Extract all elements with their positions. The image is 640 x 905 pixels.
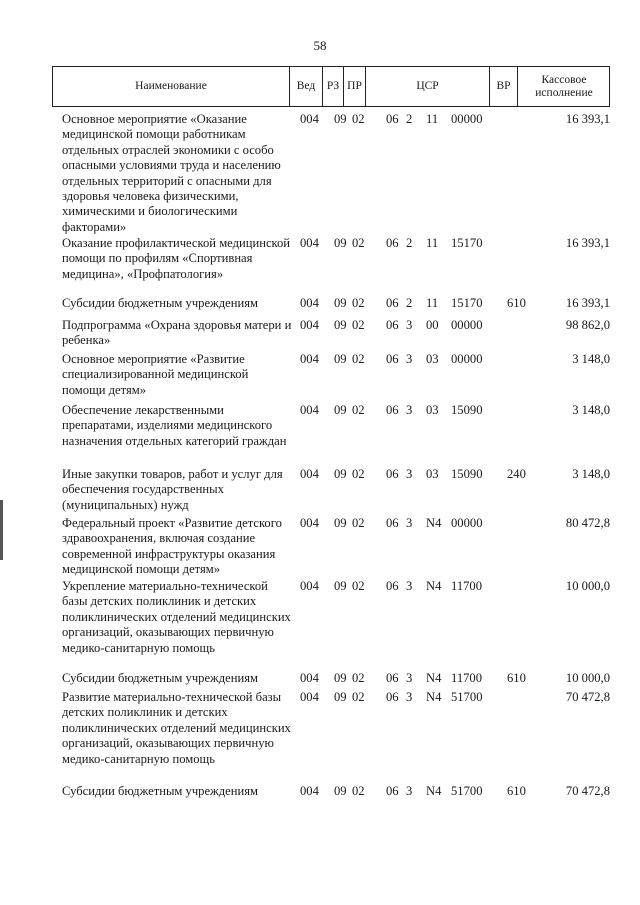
row-c4: 15090 bbox=[451, 467, 483, 481]
row-c3: 11 bbox=[426, 236, 439, 250]
row-c4: 15170 bbox=[451, 296, 483, 310]
row-c4: 11700 bbox=[451, 671, 483, 685]
row-c1: 06 bbox=[386, 579, 399, 593]
row-rz: 09 bbox=[334, 112, 347, 126]
row-c3: N4 bbox=[426, 516, 442, 530]
row-rz: 09 bbox=[334, 296, 347, 310]
row-pr: 02 bbox=[352, 236, 365, 250]
row-ved: 004 bbox=[300, 784, 319, 798]
row-amount: 16 393,1 bbox=[565, 296, 610, 310]
row-name: Основное мероприятие «Развитие специализированной медицинской помощи детям» bbox=[62, 352, 249, 397]
margin-mark bbox=[0, 500, 3, 560]
row-c2: 3 bbox=[406, 671, 413, 685]
row-pr: 02 bbox=[352, 516, 365, 530]
row-name: Оказание профилактической медицинской помощи по профилям «Спортивная медицина», «Профпатология» bbox=[62, 236, 291, 281]
row-pr: 02 bbox=[352, 112, 365, 126]
row-c2: 3 bbox=[406, 690, 413, 704]
row-amount: 70 472,8 bbox=[565, 690, 610, 704]
row-ved: 004 bbox=[300, 296, 319, 310]
row-name: Основное мероприятие «Оказание медицинской помощи работникам отдельных отраслей экономики с особо опасными условиями труда и населению отдельных территорий с опасными для здоровья человека физическими, химическими и биологическими факторами» bbox=[62, 112, 281, 234]
row-pr: 02 bbox=[352, 671, 365, 685]
row-name: Укрепление материально-технической базы детских поликлиник и детских поликлинических отделений медицинских организаций, оказывающих первичную медико-санитарную помощь bbox=[62, 579, 291, 655]
row-c2: 3 bbox=[406, 352, 413, 366]
row-c1: 06 bbox=[386, 516, 399, 530]
row-c1: 06 bbox=[386, 671, 399, 685]
row-name: Обеспечение лекарственными препаратами, изделиями медицинского назначения отдельных категорий граждан bbox=[62, 403, 287, 448]
row-ved: 004 bbox=[300, 352, 319, 366]
row-ved: 004 bbox=[300, 236, 319, 250]
row-c2: 3 bbox=[406, 516, 413, 530]
row-pr: 02 bbox=[352, 690, 365, 704]
row-c2: 3 bbox=[406, 784, 413, 798]
row-name: Развитие материально-технической базы детских поликлиник и детских поликлинических отделений медицинских организаций, оказывающих первичную медико-санитарную помощь bbox=[62, 690, 291, 766]
row-c1: 06 bbox=[386, 784, 399, 798]
row-rz: 09 bbox=[334, 403, 347, 417]
header-vr: ВР bbox=[489, 67, 517, 106]
row-c3: 03 bbox=[426, 467, 439, 481]
header-pr: ПР bbox=[343, 67, 365, 106]
row-c3: 03 bbox=[426, 403, 439, 417]
row-c2: 3 bbox=[406, 403, 413, 417]
row-rz: 09 bbox=[334, 516, 347, 530]
row-c2: 3 bbox=[406, 318, 413, 332]
row-pr: 02 bbox=[352, 403, 365, 417]
row-c4: 00000 bbox=[451, 352, 483, 366]
row-c1: 06 bbox=[386, 318, 399, 332]
row-c1: 06 bbox=[386, 352, 399, 366]
row-c3: 03 bbox=[426, 352, 439, 366]
row-c3: N4 bbox=[426, 690, 442, 704]
header-csr: ЦСР bbox=[365, 67, 489, 106]
row-pr: 02 bbox=[352, 579, 365, 593]
row-c4: 11700 bbox=[451, 579, 483, 593]
row-c3: N4 bbox=[426, 671, 442, 685]
header-name: Наименование bbox=[135, 80, 207, 92]
row-rz: 09 bbox=[334, 236, 347, 250]
header-rz: РЗ bbox=[322, 67, 343, 106]
row-c4: 00000 bbox=[451, 112, 483, 126]
row-c4: 15170 bbox=[451, 236, 483, 250]
row-vr: 610 bbox=[507, 296, 526, 310]
row-rz: 09 bbox=[334, 784, 347, 798]
row-ved: 004 bbox=[300, 671, 319, 685]
row-rz: 09 bbox=[334, 467, 347, 481]
row-c2: 2 bbox=[406, 236, 413, 250]
row-c4: 00000 bbox=[451, 516, 483, 530]
row-amount: 3 148,0 bbox=[572, 403, 610, 417]
row-rz: 09 bbox=[334, 318, 347, 332]
row-c2: 2 bbox=[406, 296, 413, 310]
row-c4: 51700 bbox=[451, 690, 483, 704]
row-c4: 15090 bbox=[451, 403, 483, 417]
row-c3: N4 bbox=[426, 579, 442, 593]
row-name: Субсидии бюджетным учреждениям bbox=[62, 784, 258, 798]
row-pr: 02 bbox=[352, 467, 365, 481]
row-c4: 00000 bbox=[451, 318, 483, 332]
row-c4: 51700 bbox=[451, 784, 483, 798]
row-c2: 2 bbox=[406, 112, 413, 126]
row-c3: 11 bbox=[426, 112, 439, 126]
row-c2: 3 bbox=[406, 579, 413, 593]
page-number: 58 bbox=[313, 38, 327, 53]
row-amount: 3 148,0 bbox=[572, 467, 610, 481]
row-ved: 004 bbox=[300, 112, 319, 126]
row-ved: 004 bbox=[300, 318, 319, 332]
row-name: Субсидии бюджетным учреждениям bbox=[62, 296, 258, 310]
row-c1: 06 bbox=[386, 236, 399, 250]
row-c3: 11 bbox=[426, 296, 439, 310]
row-pr: 02 bbox=[352, 784, 365, 798]
row-vr: 610 bbox=[507, 671, 526, 685]
row-amount: 98 862,0 bbox=[565, 318, 610, 332]
row-c3: 00 bbox=[426, 318, 439, 332]
row-amount: 3 148,0 bbox=[572, 352, 610, 366]
row-name: Субсидии бюджетным учреждениям bbox=[62, 671, 258, 685]
row-name: Иные закупки товаров, работ и услуг для обеспечения государственных (муниципальных) нужд bbox=[62, 467, 283, 512]
row-name: Федеральный проект «Развитие детского здравоохранения, включая создание современной инфраструктуры оказания медицинской помощи детям» bbox=[62, 516, 282, 577]
row-amount: 10 000,0 bbox=[565, 671, 610, 685]
row-ved: 004 bbox=[300, 579, 319, 593]
row-amount: 80 472,8 bbox=[565, 516, 610, 530]
row-c1: 06 bbox=[386, 296, 399, 310]
row-ved: 004 bbox=[300, 467, 319, 481]
row-rz: 09 bbox=[334, 690, 347, 704]
row-rz: 09 bbox=[334, 671, 347, 685]
row-vr: 610 bbox=[507, 784, 526, 798]
row-ved: 004 bbox=[300, 403, 319, 417]
row-amount: 10 000,0 bbox=[565, 579, 610, 593]
row-c3: N4 bbox=[426, 784, 442, 798]
row-c1: 06 bbox=[386, 112, 399, 126]
row-vr: 240 bbox=[507, 467, 526, 481]
row-c1: 06 bbox=[386, 467, 399, 481]
row-c1: 06 bbox=[386, 690, 399, 704]
row-pr: 02 bbox=[352, 352, 365, 366]
row-c2: 3 bbox=[406, 467, 413, 481]
row-amount: 70 472,8 bbox=[565, 784, 610, 798]
row-pr: 02 bbox=[352, 318, 365, 332]
row-ved: 004 bbox=[300, 690, 319, 704]
row-pr: 02 bbox=[352, 296, 365, 310]
row-name: Подпрограмма «Охрана здоровья матери и ребенка» bbox=[62, 318, 292, 348]
row-amount: 16 393,1 bbox=[565, 236, 610, 250]
header-amount: Кассовое исполнение bbox=[517, 67, 610, 106]
row-ved: 004 bbox=[300, 516, 319, 530]
table-header bbox=[52, 66, 610, 107]
row-rz: 09 bbox=[334, 352, 347, 366]
header-ved: Вед bbox=[289, 67, 322, 106]
row-rz: 09 bbox=[334, 579, 347, 593]
row-amount: 16 393,1 bbox=[565, 112, 610, 126]
row-c1: 06 bbox=[386, 403, 399, 417]
